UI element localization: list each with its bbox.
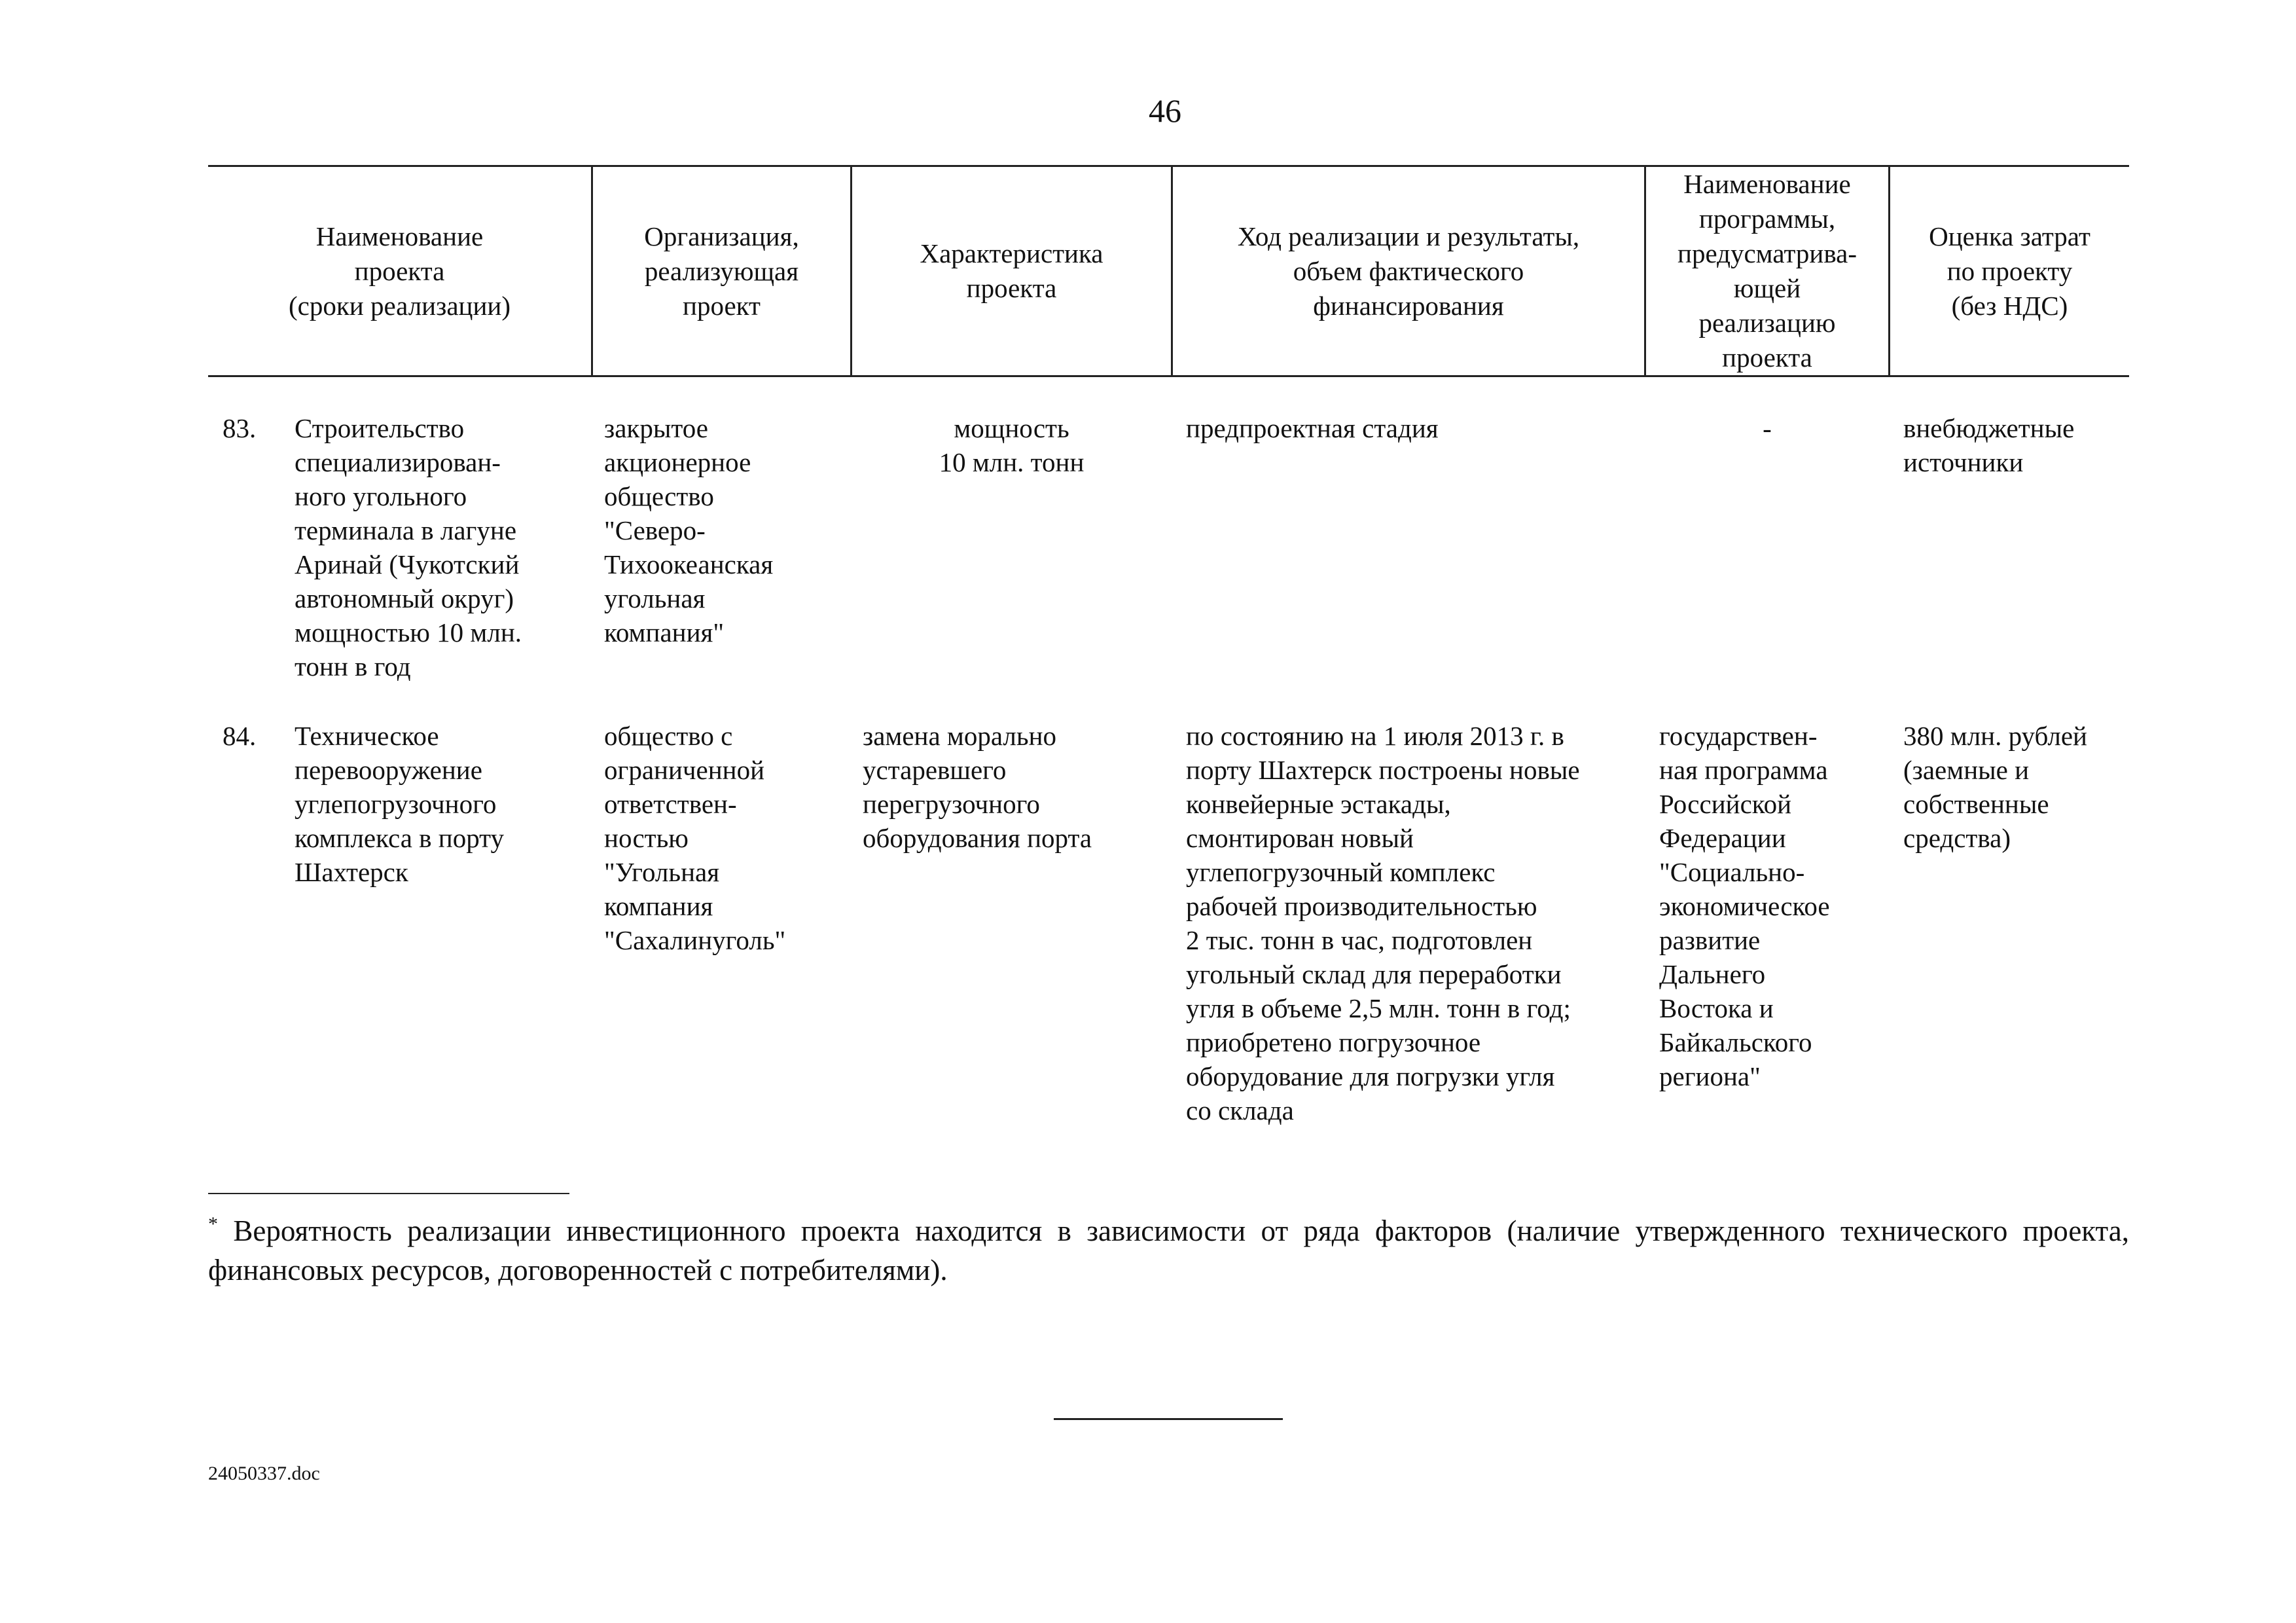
row-number: 83. — [223, 413, 257, 443]
table-header — [208, 165, 2129, 377]
progress: предпроектная стадия — [1186, 413, 1439, 443]
header-cost: Оценка затрат по проекту (без НДС) — [1929, 221, 2090, 321]
header-progress: Ход реализации и результаты, объем фактического финансирования — [1237, 221, 1580, 321]
cost: внебюджетные источники — [1903, 413, 2075, 477]
header-program: Наименование программы, предусматрива- ющей реализацию проекта — [1677, 169, 1857, 373]
footnote — [208, 1205, 2129, 1290]
footnote-marker: * — [208, 1213, 218, 1235]
organization: общество с ограниченной ответствен- ностью "Угольная компания "Сахалинуголь" — [604, 721, 786, 955]
cost: 380 млн. рублей (заемные и собственные средства) — [1903, 721, 2087, 853]
progress: по состоянию на 1 июля 2013 г. в порту Шахтерск построены новые конвейерные эстакады, смонтирован новый углепогрузочный комплекс рабочей производительностью 2 тыс. тонн в час, подготовлен угольный склад для переработки угля в объеме 2,5 млн. тонн в год; приобретено погрузочное оборудование для погрузки угля со склада — [1186, 721, 1580, 1125]
page-number: 46 — [1149, 92, 1181, 129]
table-row — [208, 411, 2129, 719]
footnote-text: Вероятность реализации инвестиционного проекта находится в зависимости от ряда факторов (наличие утвержденного технического проекта, финансовых ресурсов, договоренностей с потребителями). — [208, 1214, 2129, 1286]
end-of-document-rule — [1054, 1418, 1283, 1420]
projects-table — [208, 165, 2129, 1138]
table-row — [208, 719, 2129, 1138]
header-characteristic: Характеристика проекта — [920, 238, 1103, 303]
header-organization: Организация, реализующая проект — [644, 221, 799, 321]
characteristic: замена морально устаревшего перегрузочного оборудования порта — [863, 721, 1092, 853]
row-number: 84. — [223, 721, 257, 751]
footnote-separator — [208, 1193, 569, 1194]
document-code: 24050337.doc — [208, 1463, 320, 1484]
project-name: Строительство специализирован- ного угольного терминала в лагуне Аринай (Чукотский автономный округ) мощностью 10 млн. тонн в год — [295, 413, 522, 682]
program: государствен- ная программа Российской Федерации "Социально- экономическое развитие Дальнего Востока и Байкальского региона" — [1659, 721, 1830, 1091]
organization: закрытое акционерное общество "Северо- Тихоокеанская угольная компания" — [604, 413, 774, 647]
project-name: Техническое перевооружение углепогрузочного комплекса в порту Шахтерск — [295, 721, 505, 887]
program: - — [1763, 413, 1772, 443]
header-project-name: Наименование проекта (сроки реализации) — [289, 221, 511, 321]
characteristic: мощность 10 млн. тонн — [939, 413, 1085, 477]
